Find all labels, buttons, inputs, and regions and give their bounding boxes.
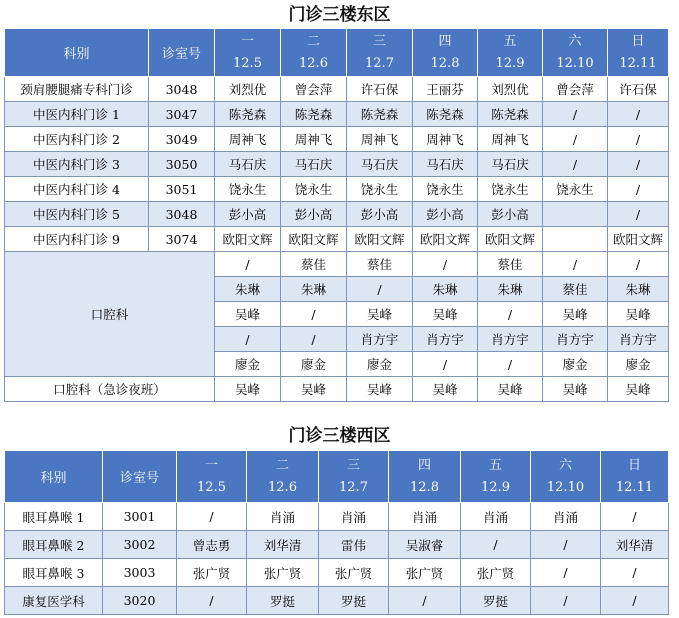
schedule-cell: 吴淑睿 [389, 531, 461, 559]
header-day: 四 12.8 [389, 451, 461, 503]
schedule-cell: 张广贤 [177, 559, 247, 587]
schedule-cell: / [608, 152, 669, 177]
schedule-cell: 朱琳 [413, 277, 478, 302]
schedule-cell: 廖金 [347, 352, 413, 377]
schedule-cell: 陈尧森 [215, 102, 281, 127]
schedule-cell: / [215, 252, 281, 277]
dept-cell: 中医内科门诊 3 [5, 152, 149, 177]
schedule-cell: 肖方宇 [478, 327, 543, 352]
room-cell: 3003 [103, 559, 177, 587]
schedule-cell: 周神飞 [281, 127, 347, 152]
schedule-cell: 朱琳 [281, 277, 347, 302]
schedule-cell: / [478, 302, 543, 327]
schedule-cell: 罗挺 [461, 587, 531, 615]
schedule-cell: 周神飞 [478, 127, 543, 152]
room-cell: 3020 [103, 587, 177, 615]
schedule-cell: 雷伟 [319, 531, 389, 559]
schedule-cell: 张广贤 [461, 559, 531, 587]
schedule-cell: 周神飞 [215, 127, 281, 152]
header-dept: 科别 [5, 451, 103, 503]
header-room: 诊室号 [103, 451, 177, 503]
schedule-cell: / [177, 503, 247, 531]
schedule-cell: / [608, 102, 669, 127]
schedule-cell: 刘华清 [601, 531, 669, 559]
schedule-cell: 饶永生 [413, 177, 478, 202]
room-cell: 3002 [103, 531, 177, 559]
table-row [5, 77, 669, 102]
schedule-cell: 饶永生 [347, 177, 413, 202]
schedule-cell: / [601, 587, 669, 615]
schedule-cell: 许石保 [608, 77, 669, 102]
table-row [5, 531, 669, 559]
schedule-cell: 肖涌 [247, 503, 319, 531]
schedule-cell: 吴峰 [543, 377, 608, 402]
schedule-cell: / [543, 102, 608, 127]
header-day: 五 12.9 [461, 451, 531, 503]
schedule-cell: 蔡佳 [478, 252, 543, 277]
schedule-cell: 廖金 [608, 352, 669, 377]
schedule-cell: 刘烈优 [478, 77, 543, 102]
schedule-cell: / [478, 352, 543, 377]
schedule-cell: 肖方宇 [543, 327, 608, 352]
schedule-cell: 吴峰 [281, 377, 347, 402]
table-row [5, 587, 669, 615]
header-day: 日 12.11 [601, 451, 669, 503]
schedule-cell: / [281, 327, 347, 352]
room-cell: 3050 [149, 152, 215, 177]
schedule-cell: 周神飞 [413, 127, 478, 152]
dept-cell: 眼耳鼻喉 1 [5, 503, 103, 531]
schedule-cell: 朱琳 [215, 277, 281, 302]
schedule-cell: 彭小高 [413, 202, 478, 227]
schedule-cell: 肖涌 [461, 503, 531, 531]
schedule-cell: 吴峰 [608, 377, 669, 402]
header-room: 诊室号 [149, 29, 215, 77]
schedule-cell: 陈尧森 [281, 102, 347, 127]
schedule-cell: / [608, 177, 669, 202]
schedule-cell: 肖方宇 [413, 327, 478, 352]
schedule-cell: / [608, 252, 669, 277]
schedule-cell: 刘华清 [247, 531, 319, 559]
room-cell: 3049 [149, 127, 215, 152]
schedule-cell: 张广贤 [389, 559, 461, 587]
schedule-cell: 肖方宇 [608, 327, 669, 352]
schedule-cell: 蔡佳 [347, 252, 413, 277]
schedule-cell: 欧阳文辉 [413, 227, 478, 252]
schedule-cell: / [461, 531, 531, 559]
dept-cell: 康复医学科 [5, 587, 103, 615]
schedule-cell: 彭小高 [347, 202, 413, 227]
schedule-cell: 廖金 [215, 352, 281, 377]
schedule-cell: 廖金 [543, 352, 608, 377]
schedule-cell: 马石庆 [347, 152, 413, 177]
west-section-title: 门诊三楼西区 [288, 426, 391, 446]
schedule-cell: 吴峰 [543, 302, 608, 327]
schedule-cell: 朱琳 [608, 277, 669, 302]
schedule-cell: / [543, 127, 608, 152]
schedule-cell: 陈尧森 [347, 102, 413, 127]
east-header-row [5, 29, 669, 77]
schedule-cell: 肖涌 [319, 503, 389, 531]
schedule-cell: 王丽芬 [413, 77, 478, 102]
header-day: 一 12.5 [177, 451, 247, 503]
schedule-cell: 吴峰 [215, 302, 281, 327]
dept-cell: 中医内科门诊 5 [5, 202, 149, 227]
header-day: 二 12.6 [247, 451, 319, 503]
room-cell: 3047 [149, 102, 215, 127]
west-header-row [5, 451, 669, 503]
schedule-cell: 饶永生 [543, 177, 608, 202]
schedule-cell: 罗挺 [247, 587, 319, 615]
room-cell: 3048 [149, 77, 215, 102]
oral-dept-cell: 口腔科 [5, 252, 215, 377]
west-schedule-table [4, 450, 669, 615]
schedule-cell: 彭小高 [281, 202, 347, 227]
schedule-cell: 张广贤 [247, 559, 319, 587]
schedule-cell: 吴峰 [215, 377, 281, 402]
schedule-cell: 欧阳文辉 [478, 227, 543, 252]
schedule-cell: 吴峰 [413, 377, 478, 402]
schedule-cell: 罗挺 [319, 587, 389, 615]
schedule-cell: / [413, 352, 478, 377]
room-cell: 3051 [149, 177, 215, 202]
room-cell: 3048 [149, 202, 215, 227]
schedule-cell: / [531, 531, 601, 559]
schedule-cell: 曾会萍 [281, 77, 347, 102]
schedule-cell: / [413, 252, 478, 277]
schedule-cell: 欧阳文辉 [608, 227, 669, 252]
schedule-cell: / [389, 587, 461, 615]
schedule-cell: 曾会萍 [543, 77, 608, 102]
schedule-cell: / [601, 503, 669, 531]
schedule-cell: / [347, 277, 413, 302]
schedule-cell: 马石庆 [281, 152, 347, 177]
schedule-cell: 吴峰 [347, 377, 413, 402]
schedule-cell: / [608, 127, 669, 152]
header-day: 二 12.6 [281, 29, 347, 77]
schedule-cell: 蔡佳 [281, 252, 347, 277]
room-cell: 3074 [149, 227, 215, 252]
table-row [5, 202, 669, 227]
header-day: 日 12.11 [608, 29, 669, 77]
schedule-cell: 欧阳文辉 [215, 227, 281, 252]
schedule-cell: 彭小高 [478, 202, 543, 227]
schedule-cell: 马石庆 [413, 152, 478, 177]
schedule-cell: / [177, 587, 247, 615]
schedule-cell: 饶永生 [215, 177, 281, 202]
schedule-cell: / [543, 152, 608, 177]
header-day: 四 12.8 [413, 29, 478, 77]
header-day: 三 12.7 [319, 451, 389, 503]
schedule-cell: 曾志勇 [177, 531, 247, 559]
east-section-title: 门诊三楼东区 [288, 5, 391, 25]
table-row [5, 227, 669, 252]
schedule-cell: / [608, 202, 669, 227]
schedule-cell: 欧阳文辉 [347, 227, 413, 252]
schedule-cell: 肖涌 [389, 503, 461, 531]
schedule-cell: 吴峰 [413, 302, 478, 327]
table-row [5, 377, 669, 402]
schedule-cell: 饶永生 [478, 177, 543, 202]
header-dept: 科别 [5, 29, 149, 77]
dept-cell: 颈肩腰腿痛专科门诊 [5, 77, 149, 102]
schedule-cell: 廖金 [281, 352, 347, 377]
dept-cell: 眼耳鼻喉 3 [5, 559, 103, 587]
schedule-cell: 吴峰 [347, 302, 413, 327]
schedule-cell: 马石庆 [478, 152, 543, 177]
table-row [5, 152, 669, 177]
dept-cell: 中医内科门诊 1 [5, 102, 149, 127]
dept-cell: 中医内科门诊 2 [5, 127, 149, 152]
east-schedule-table [4, 28, 669, 402]
schedule-cell [543, 202, 608, 227]
table-row [5, 503, 669, 531]
schedule-cell: / [281, 302, 347, 327]
schedule-cell: 刘烈优 [215, 77, 281, 102]
header-day: 三 12.7 [347, 29, 413, 77]
schedule-cell: 周神飞 [347, 127, 413, 152]
schedule-cell: 吴峰 [608, 302, 669, 327]
schedule-cell: 陈尧森 [413, 102, 478, 127]
header-day: 六 12.10 [543, 29, 608, 77]
header-day: 一 12.5 [215, 29, 281, 77]
dept-cell: 眼耳鼻喉 2 [5, 531, 103, 559]
schedule-cell: 肖方宇 [347, 327, 413, 352]
table-row [5, 102, 669, 127]
schedule-cell: 许石保 [347, 77, 413, 102]
schedule-cell: 朱琳 [478, 277, 543, 302]
table-row [5, 252, 669, 277]
schedule-cell: / [601, 559, 669, 587]
schedule-cell: 张广贤 [319, 559, 389, 587]
schedule-cell: 陈尧森 [478, 102, 543, 127]
schedule-cell [543, 227, 608, 252]
schedule-cell: / [543, 252, 608, 277]
header-day: 六 12.10 [531, 451, 601, 503]
schedule-cell: 蔡佳 [543, 277, 608, 302]
dept-cell: 中医内科门诊 9 [5, 227, 149, 252]
schedule-cell: / [215, 327, 281, 352]
table-row [5, 177, 669, 202]
schedule-cell: 吴峰 [478, 377, 543, 402]
header-day: 五 12.9 [478, 29, 543, 77]
schedule-cell: / [531, 559, 601, 587]
schedule-cell: 马石庆 [215, 152, 281, 177]
schedule-cell: / [531, 587, 601, 615]
schedule-cell: 饶永生 [281, 177, 347, 202]
table-row [5, 127, 669, 152]
room-cell: 3001 [103, 503, 177, 531]
schedule-cell: 彭小高 [215, 202, 281, 227]
dept-cell: 中医内科门诊 4 [5, 177, 149, 202]
schedule-cell: 欧阳文辉 [281, 227, 347, 252]
schedule-cell: 肖涌 [531, 503, 601, 531]
table-row [5, 559, 669, 587]
dept-cell: 口腔科（急诊夜班） [5, 377, 215, 402]
